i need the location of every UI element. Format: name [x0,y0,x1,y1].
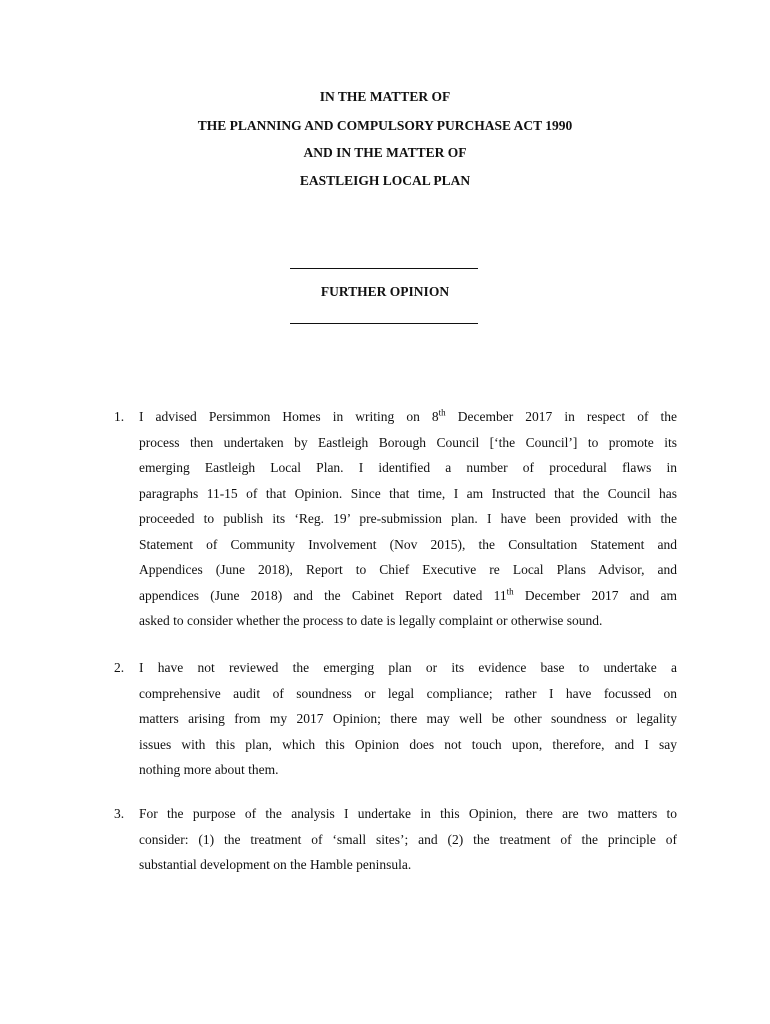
text-run: Statement of Community Involvement (Nov 2015), the Consultation Statement and [139,536,677,552]
paragraph-number: 2. [114,660,125,675]
text-run: process then undertaken by Eastleigh Borough Council [‘the Council’] to promote its [139,434,677,450]
text-run: emerging Eastleigh Local Plan. I identified a number of procedural flaws in [139,460,677,475]
paragraph-text-line [139,613,677,629]
paragraph-text-line [139,511,677,527]
text-run: nothing more about them. [139,762,279,777]
text-run: For the purpose of the analysis I undertake in this Opinion, there are two matters to [139,806,677,821]
text-run: I advised Persimmon Homes in writing on 8 [139,409,439,424]
paragraph-text-line [139,806,677,822]
text-run: asked to consider whether the process to date is legally complaint or otherwise sound. [139,613,603,628]
text-run: December 2017 and am [513,587,677,603]
paragraph-text-line [139,711,677,727]
ordinal-superscript: th [438,407,446,418]
title-line-and-in-the-matter: AND IN THE MATTER OF [303,145,467,160]
paragraph-text-line [139,435,677,451]
opinion-heading: FURTHER OPINION [320,284,450,299]
text-run: Appendices (June 2018), Report to Chief Executive re Local Plans Advisor, and [139,562,677,577]
paragraph-text-line [139,832,677,848]
paragraph-number: 1. [114,409,125,424]
bottom-rule-divider [290,323,478,324]
paragraph-text-line [139,737,677,753]
paragraph-text-line [139,588,677,604]
text-run: matters arising from my 2017 Opinion; there may well be other soundness or legality [139,711,677,726]
text-run: paragraphs 11-15 of that Opinion. Since that time, I am Instructed that the Council has [139,485,677,501]
paragraph-text-line [139,537,677,553]
title-line-in-the-matter: IN THE MATTER OF [319,89,451,104]
paragraph-text-line [139,460,677,476]
paragraph-text-line [139,686,677,702]
paragraph-text-line [139,409,677,425]
text-run: consider: (1) the treatment of ‘small sites’; and (2) the treatment of the principle of [139,831,677,847]
top-rule-divider [290,268,478,269]
text-run: comprehensive audit of soundness or legal compliance; rather I have focussed on [139,685,677,701]
text-run: appendices (June 2018) and the Cabinet Report dated 11 [139,587,507,603]
title-line-local-plan: EASTLEIGH LOCAL PLAN [299,173,471,188]
paragraph-text-line [139,857,677,873]
paragraph-number: 3. [114,806,125,821]
text-run: issues with this plan, which this Opinion does not touch upon, therefore, and I say [139,736,677,752]
text-run: I have not reviewed the emerging plan or its evidence base to undertake a [139,660,677,675]
title-line-act: THE PLANNING AND COMPULSORY PURCHASE ACT 1990 [197,118,573,133]
paragraph-text-line [139,486,677,502]
ordinal-superscript: th [506,586,514,596]
paragraph-text-line [139,762,677,778]
paragraph-text-line [139,660,677,676]
text-run: proceeded to publish its ‘Reg. 19’ pre-submission plan. I have been provided with the [139,511,677,526]
paragraph-text-line [139,562,677,578]
text-run: December 2017 in respect of the [445,409,677,424]
text-run: substantial development on the Hamble peninsula. [139,857,412,872]
